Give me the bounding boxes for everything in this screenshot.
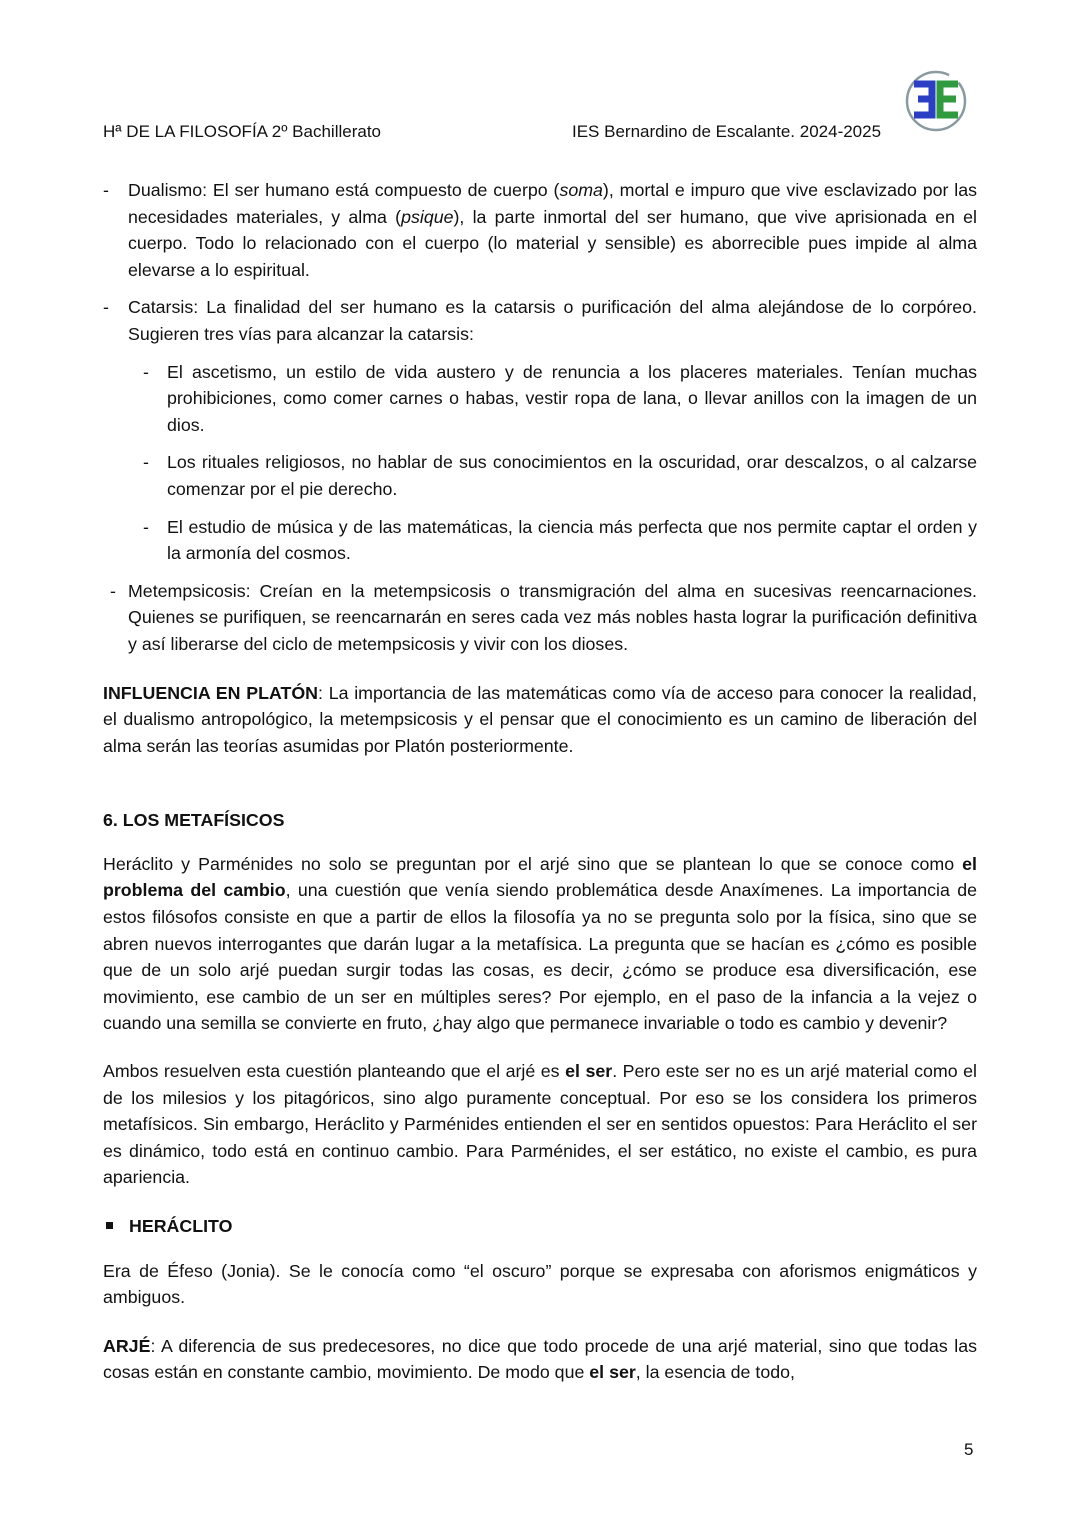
bold-label: INFLUENCIA EN PLATÓN — [103, 682, 318, 703]
paragraph — [103, 1058, 977, 1191]
page-number: 5 — [964, 1440, 974, 1459]
text: Heráclito y Parménides no solo se preguntan por el arjé sino que se plantean lo que se conoce como — [103, 853, 963, 874]
text: Metempsicosis: Creían en la metempsicosis o transmigración del alma en sucesivas reencarnaciones. Quienes se purifiquen, se reencarnarán en seres cada vez más nobles hasta lograr la purificación definitiva y así liberarse del ciclo de metempsicosis y vivir con los dioses. — [128, 580, 977, 654]
text: Catarsis: La finalidad del ser humano es la catarsis o purificación del alma alejándose de lo corpóreo. Sugieren tres vías para alcanzar la catarsis: — [128, 297, 977, 344]
italic-term: psique — [401, 206, 454, 227]
text: : El ser humano está compuesto de cuerpo ( — [202, 180, 560, 200]
dash: - — [103, 180, 109, 200]
dash: - — [143, 361, 149, 382]
bold-text: el ser — [565, 1061, 613, 1082]
bold-text: el ser — [589, 1362, 636, 1383]
section-title: 6. LOS METAFÍSICOS — [103, 810, 285, 831]
text: : A diferencia de sus predecesores, no dice que todo procede de una arjé material, sino que todas las cosas están en constante cambio, movimiento. De modo que — [103, 1335, 977, 1383]
square-bullet-icon — [106, 1222, 113, 1229]
text: El estudio de música y de las matemáticas, la ciencia más perfecta que nos permite captar el orden y la armonía del cosmos. — [167, 516, 977, 564]
term: Dualismo — [128, 180, 203, 200]
list-item-catarsis — [103, 294, 977, 347]
paragraph: Era de Éfeso (Jonia). Se le conocía como “el oscuro” porque se expresaba con aforismos enigmáticos y ambiguos. — [103, 1260, 977, 1308]
text: ), la parte inmortal del ser humano, que vive aprisionada en el cuerpo. Todo lo relacionado con el cuerpo (lo material y sensible) es aborrecible pues impide al alma elevarse a lo espiritual. — [128, 206, 977, 280]
header-school: IES Bernardino de Escalante. 2024-2025 — [572, 122, 882, 141]
influencia-paragraph — [103, 680, 977, 760]
dash: - — [143, 452, 149, 473]
sub-item — [103, 514, 977, 567]
sub-item — [103, 359, 977, 439]
text: ), mortal e impuro que vive esclavizado por las necesidades materiales, y alma ( — [128, 180, 977, 227]
dash: - — [143, 516, 149, 537]
text: Los rituales religiosos, no hablar de sus conocimientos en la oscuridad, orar descalzos, o al calzarse comenzar por el pie derecho. — [167, 452, 977, 499]
header-course: Hª DE LA FILOSOFÍA 2º Bachillerato — [103, 122, 382, 141]
dash: - — [103, 297, 109, 318]
school-logo — [904, 70, 968, 132]
subsection-title — [103, 1213, 977, 1240]
text: El ascetismo, un estilo de vida austero y de renuncia a los placeres materiales. Tenían muchas prohibiciones, como comer carnes o habas, vestir ropa de lana, o llevar anillos con la imagen de un dios. — [167, 361, 977, 435]
title-text: HERÁCLITO — [129, 1216, 233, 1236]
dash: - — [110, 580, 116, 601]
text: . Pero este ser no es un arjé material como el de los milesios y los pitagóricos, sino algo puramente conceptual. Por eso se los considera los primeros metafísicos. Sin embargo, Heráclito y Parménides entienden el ser en sentidos opuestos: Para Heráclito el ser es dinámico, todo está en continuo cambio. Para Parménides, el ser estático, no existe el cambio, es pura apariencia. — [103, 1061, 978, 1188]
text: , una cuestión que venía siendo problemática desde Anaxímenes. La importancia de estos filósofos consiste en que a partir de ellos la filosofía ya no se pregunta solo por la física, sino que se abren nuevos interrogantes que darán lugar a la metafísica. La pregunta que se hacían es ¿cómo es posible que de un solo arjé puedan surgir todas las cosas, es decir, ¿cómo se produce esa diversificación, ese movimiento, ese cambio de un ser en múltiples seres? Por ejemplo, en el paso de la infancia a la vejez o cuando una semilla se convierte en fruto, ¿hay algo que permanece invariable o todo es cambio y devenir? — [103, 880, 977, 1034]
paragraph — [103, 1333, 977, 1386]
bold-label: ARJÉ — [103, 1335, 151, 1356]
text: Ambos resuelven esta cuestión planteando que el arjé es — [103, 1061, 566, 1082]
bold-text: el problema del cambio — [103, 853, 977, 901]
page-content — [103, 177, 977, 1386]
paragraph — [103, 851, 977, 1037]
text: : La importancia de las matemáticas como vía de acceso para conocer la realidad, el dualismo antropológico, la metempsicosis y el pensar que el conocimiento es un camino de liberación del alma serán las teorías asumidas por Platón posteriormente. — [103, 682, 977, 756]
list-item-dualismo — [103, 177, 977, 283]
list-item-metempsicosis — [103, 578, 977, 658]
italic-term: soma — [559, 180, 603, 200]
sub-item — [103, 449, 977, 502]
text: , la esencia de todo, — [635, 1362, 795, 1383]
